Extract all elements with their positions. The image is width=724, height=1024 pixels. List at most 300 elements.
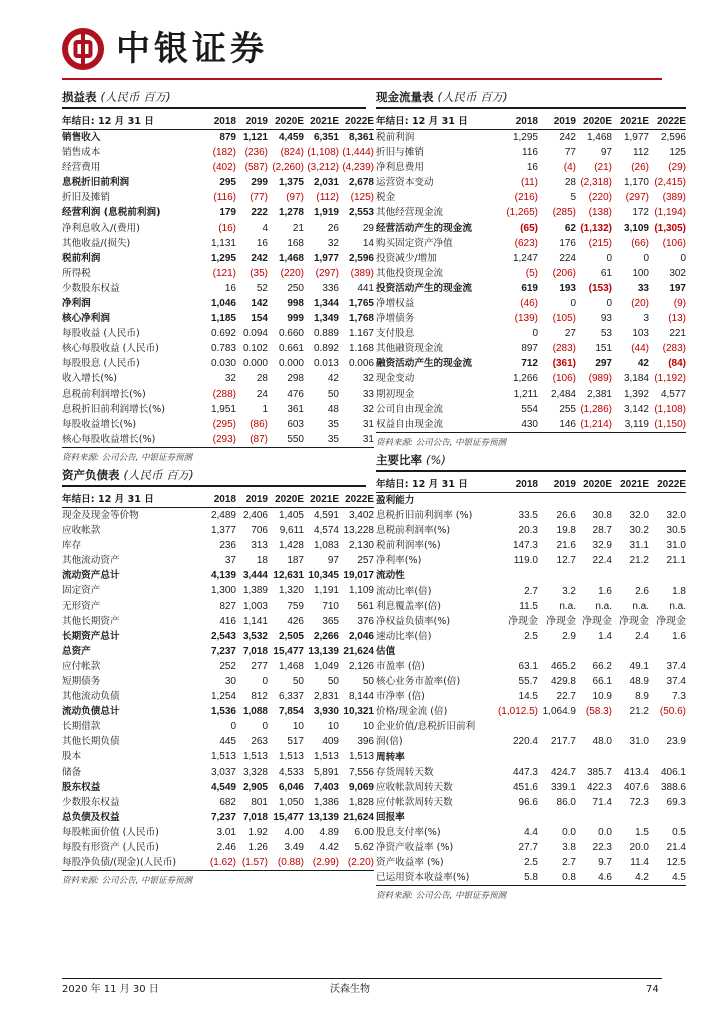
row-value: (182): [212, 147, 236, 159]
row-value: (2.20): [339, 855, 374, 871]
row-value: 4,577: [660, 388, 686, 400]
row-value: 1,141: [242, 615, 268, 627]
table-row: [62, 145, 374, 160]
row-value: 250: [287, 282, 304, 294]
header-year: 2021E: [304, 114, 339, 130]
row-value: 4.4: [524, 827, 538, 839]
row-value: 4.00: [284, 826, 304, 838]
table-row: [62, 281, 374, 296]
row-value: 19.8: [556, 525, 576, 537]
table-row: [376, 508, 686, 523]
row-value: [576, 750, 612, 765]
row-value: (623): [514, 237, 538, 249]
row-value: (989): [588, 373, 612, 385]
row-value: 21.6: [556, 540, 576, 552]
table-row: [62, 130, 374, 146]
table-row: [62, 311, 374, 326]
row-label: 核心每股收益增长(%): [62, 432, 196, 448]
row-value: 168: [287, 237, 304, 249]
row-label: 其他长期负债: [62, 736, 120, 748]
row-value: 263: [251, 736, 268, 748]
table-row: [376, 281, 686, 296]
row-value: 3,532: [242, 630, 268, 642]
row-value: 10,321: [343, 706, 374, 718]
row-value: 0: [262, 675, 268, 687]
header-year: 2021E: [612, 477, 649, 493]
table-row: [376, 493, 686, 509]
row-value: 66.1: [592, 676, 612, 688]
row-value: 1,109: [348, 585, 374, 597]
row-value: 407.6: [623, 781, 649, 793]
header-rule: [62, 78, 662, 80]
row-value: 28.7: [592, 525, 612, 537]
table-row: [376, 266, 686, 281]
row-value: 1,049: [313, 660, 339, 672]
row-value: [576, 493, 612, 509]
row-value: 1,468: [278, 660, 304, 672]
row-value: 1,768: [348, 313, 374, 325]
row-value: (283): [552, 343, 576, 355]
row-value: [538, 568, 576, 583]
row-value: (220): [280, 267, 304, 279]
data-table: [62, 114, 374, 448]
row-value: 1,428: [278, 540, 304, 552]
header-year: 2019: [538, 477, 576, 493]
row-value: (58.3): [585, 706, 612, 718]
row-value: (293): [196, 432, 236, 448]
row-value: 净现金: [619, 615, 649, 627]
table-row: [376, 553, 686, 568]
row-value: 4,574: [313, 525, 339, 537]
row-value: 3,109: [623, 222, 649, 234]
row-value: 603: [287, 418, 304, 430]
row-value: 4,459: [278, 132, 304, 143]
row-value: 193: [559, 282, 576, 294]
row-label: 每股收益增长(%): [62, 418, 137, 430]
row-label: 净利润: [62, 297, 91, 309]
header-year: 2022E: [339, 492, 374, 508]
row-value: (9): [673, 297, 686, 309]
row-value: [612, 750, 649, 765]
table-unit: (%): [426, 453, 446, 467]
row-value: 396: [357, 736, 374, 748]
row-value: 10.9: [592, 691, 612, 703]
row-value: 20.0: [629, 842, 649, 854]
row-value: 172: [632, 207, 649, 219]
cash-flow-table: [376, 88, 686, 449]
row-value: 2.7: [524, 585, 538, 597]
row-value: (106): [662, 237, 686, 249]
row-value: (297): [625, 192, 649, 204]
row-label: 流动性: [376, 570, 405, 582]
table-row: [376, 371, 686, 386]
row-value: 4.5: [649, 870, 686, 886]
row-value: 13,228: [343, 525, 374, 537]
row-value: 0: [532, 328, 538, 340]
row-value: (1,012.5): [497, 706, 538, 718]
row-label: 库存: [62, 540, 82, 552]
row-label: 期初现金: [376, 388, 415, 400]
row-value: 4.2: [612, 870, 649, 886]
row-value: 30.2: [629, 525, 649, 537]
row-value: 48.0: [592, 736, 612, 748]
row-value: 0.000: [278, 358, 304, 370]
row-label: 经营费用: [62, 162, 101, 174]
row-value: 14: [362, 237, 374, 249]
row-value: 0: [606, 252, 612, 264]
table-row: [376, 765, 686, 780]
row-value: [494, 493, 538, 509]
row-value: 22.4: [592, 555, 612, 567]
row-value: 23.9: [666, 736, 686, 748]
row-label: 每股收益 (人民币): [62, 328, 140, 340]
row-value: [576, 568, 612, 583]
row-value: [649, 810, 686, 825]
row-value: 22.3: [592, 842, 612, 854]
row-value: 217.7: [550, 736, 576, 748]
row-value: (16): [218, 222, 236, 234]
row-label: 长期借款: [62, 721, 101, 733]
row-value: 1,185: [210, 313, 236, 325]
row-value: 7.3: [672, 691, 686, 703]
table-row: [62, 674, 374, 689]
header-year: 2021E: [304, 492, 339, 508]
row-value: 6,337: [278, 691, 304, 703]
row-value: 3,930: [313, 706, 339, 718]
table-row: [376, 341, 686, 356]
row-value: 7,403: [313, 781, 339, 793]
row-label: 短期债务: [62, 675, 101, 687]
row-value: 0.094: [242, 328, 268, 340]
row-value: 3,402: [348, 510, 374, 521]
row-value: 32.0: [629, 510, 649, 522]
row-value: (1,286): [580, 403, 612, 415]
row-value: 9,069: [348, 781, 374, 793]
row-value: 187: [287, 555, 304, 567]
row-label: 资产收益率 (%): [376, 857, 444, 869]
table-row: [376, 674, 686, 689]
row-value: 12.5: [666, 857, 686, 869]
row-value: 31: [339, 432, 374, 448]
table-row: [376, 840, 686, 855]
row-value: (295): [212, 418, 236, 430]
table-row: [376, 251, 686, 266]
row-value: (105): [552, 313, 576, 325]
row-value: 197: [669, 282, 686, 294]
row-value: 33: [362, 388, 374, 400]
row-value: 242: [559, 132, 576, 143]
row-value: 221: [669, 328, 686, 340]
row-value: 97: [327, 555, 339, 567]
row-value: 103: [632, 328, 649, 340]
row-value: 2,484: [550, 388, 576, 400]
table-row: [376, 538, 686, 553]
row-value: 0: [643, 252, 649, 264]
table-row: [376, 356, 686, 371]
header-row: [376, 114, 686, 130]
table-row: [62, 432, 374, 448]
row-value: (1,194): [654, 207, 686, 219]
row-label: 净利息收入/(费用): [62, 222, 140, 234]
table-row: [62, 553, 374, 568]
row-value: [649, 719, 686, 734]
row-value: 52: [256, 282, 268, 294]
row-value: 15,477: [273, 811, 304, 823]
table-row: [376, 190, 686, 205]
row-label: 权益自由现金流: [376, 417, 494, 433]
table-row: [376, 296, 686, 311]
row-value: (2,260): [272, 162, 304, 174]
row-value: 255: [559, 403, 576, 415]
row-value: 4,591: [313, 510, 339, 521]
header-year-end: 年结日: 12 月 31 日: [376, 477, 494, 493]
row-label: 每股股息 (人民币): [62, 358, 140, 370]
row-value: 413.4: [623, 766, 649, 778]
row-label: 息税折旧前利润增长(%): [62, 403, 165, 415]
footer-rule: [62, 978, 662, 979]
row-value: 2.5: [524, 630, 538, 642]
row-value: 125: [669, 147, 686, 159]
row-label: 估值: [376, 645, 396, 657]
row-value: 8,144: [348, 691, 374, 703]
row-value: 336: [322, 282, 339, 294]
row-value: 3.49: [284, 842, 304, 854]
row-value: 50: [327, 388, 339, 400]
row-value: (5): [525, 267, 538, 279]
header-year: 2020E: [576, 477, 612, 493]
row-label: 核心每股收益 (人民币): [62, 343, 159, 355]
row-value: 2.6: [635, 585, 649, 597]
row-value: 3.2: [562, 585, 576, 597]
row-value: 6,351: [313, 132, 339, 143]
row-value: 147.3: [512, 540, 538, 552]
row-value: 1,003: [242, 600, 268, 612]
row-value: (1.62): [196, 855, 236, 871]
row-value: 142: [251, 297, 268, 309]
row-value: 3.8: [562, 842, 576, 854]
row-value: [649, 493, 686, 509]
title-rule: [62, 485, 366, 487]
table-row: [62, 160, 374, 175]
row-label: 少数股东权益: [62, 796, 120, 808]
table-unit: (人民币 百万): [123, 468, 194, 482]
row-value: 3,119: [612, 417, 649, 433]
row-value: 2,489: [210, 510, 236, 521]
table-row: [376, 160, 686, 175]
title-rule: [376, 470, 686, 472]
data-table: [376, 114, 686, 433]
table-row: [62, 810, 374, 825]
row-value: 0: [262, 721, 268, 733]
table-source-note: 资料来源: 公司公告, 中银证券预测: [376, 891, 506, 902]
row-value: 2,266: [313, 630, 339, 642]
table-row: [62, 236, 374, 251]
row-value: (44): [631, 343, 649, 355]
row-value: [538, 810, 576, 825]
row-value: 3,184: [623, 373, 649, 385]
table-row: [376, 402, 686, 417]
row-value: (20): [631, 297, 649, 309]
row-value: (121): [212, 267, 236, 279]
row-value: (35): [250, 267, 268, 279]
row-value: 0.783: [210, 343, 236, 355]
row-value: 710: [322, 600, 339, 612]
row-value: [494, 750, 538, 765]
table-row: [62, 523, 374, 538]
table-title: [62, 466, 366, 484]
row-value: [494, 810, 538, 825]
row-value: 299: [251, 177, 268, 189]
row-label: 无形资产: [62, 600, 101, 612]
row-value: 409: [322, 736, 339, 748]
row-value: 1,295: [512, 132, 538, 143]
row-value: 4.6: [576, 870, 612, 886]
row-value: 5.8: [494, 870, 538, 886]
row-value: 146: [538, 417, 576, 433]
row-label: 其他长期资产: [62, 615, 120, 627]
row-value: (3,212): [307, 162, 339, 174]
row-value: 1,389: [242, 585, 268, 597]
table-row: [376, 689, 686, 704]
row-value: 10,345: [308, 570, 339, 582]
header-year: 2019: [236, 114, 268, 130]
row-label: 其他投资现金流: [376, 267, 444, 279]
row-value: 1,300: [210, 585, 236, 597]
row-value: 32: [327, 237, 339, 249]
row-value: 净现金: [508, 615, 538, 627]
row-value: 55.7: [518, 676, 538, 688]
table-row: [62, 644, 374, 659]
row-value: 682: [219, 796, 236, 808]
row-label: 运营资本变动: [376, 177, 434, 189]
row-label: 净利息费用: [376, 162, 424, 174]
row-value: 517: [287, 736, 304, 748]
table-row: [376, 614, 686, 629]
row-label: 市盈率 (倍): [376, 660, 425, 672]
row-label: 息税折旧前利润率 (%): [376, 510, 473, 522]
row-value: 21.2: [629, 555, 649, 567]
row-value: 16: [526, 162, 538, 174]
row-value: 12.7: [556, 555, 576, 567]
row-value: 1: [262, 403, 268, 415]
row-value: 33.5: [518, 510, 538, 522]
row-value: (1,108): [307, 147, 339, 159]
table-source-note: 资料来源: 公司公告, 中银证券预测: [62, 876, 192, 887]
row-value: 16: [224, 282, 236, 294]
header-year: 2018: [494, 114, 538, 130]
row-value: (50.6): [659, 706, 686, 718]
row-value: 21.1: [666, 555, 686, 567]
key-ratios-table: [376, 451, 686, 902]
row-value: 0.030: [210, 358, 236, 370]
row-value: 1,247: [512, 252, 538, 264]
row-value: 112: [633, 147, 649, 159]
row-value: 385.7: [586, 766, 612, 778]
row-value: 1,919: [313, 207, 339, 219]
row-value: (1,108): [654, 403, 686, 415]
table-row: [62, 356, 374, 371]
row-value: 5: [570, 192, 576, 204]
row-value: 0.8: [538, 870, 576, 886]
row-value: 0.006: [348, 358, 374, 370]
table-row: [62, 765, 374, 780]
footer-page-number: 74: [646, 984, 659, 995]
row-value: 100: [632, 267, 649, 279]
row-value: (285): [552, 207, 576, 219]
row-value: 1,191: [313, 585, 339, 597]
row-value: 10: [362, 721, 374, 733]
row-value: 6,046: [278, 781, 304, 793]
row-value: 1,405: [278, 510, 304, 521]
row-value: 224: [559, 252, 576, 264]
row-value: 97: [600, 147, 612, 159]
header-row: [62, 492, 374, 508]
row-value: 71.4: [592, 796, 612, 808]
row-value: 7,018: [242, 645, 268, 657]
row-value: 1,295: [210, 252, 236, 264]
row-value: 30.8: [592, 510, 612, 522]
row-label: 每股帐面价值 (人民币): [62, 826, 159, 838]
row-label: 折旧及摊销: [62, 192, 110, 204]
row-value: 50: [327, 675, 339, 687]
row-value: 1,977: [313, 252, 339, 264]
row-value: 257: [357, 555, 374, 567]
row-value: [649, 750, 686, 765]
row-value: (389): [350, 267, 374, 279]
row-value: (139): [514, 313, 538, 325]
row-value: 20.3: [518, 525, 538, 537]
table-row: [376, 734, 686, 749]
row-value: (389): [662, 192, 686, 204]
row-value: 0.000: [242, 358, 268, 370]
row-value: 999: [287, 313, 304, 325]
row-value: 295: [219, 177, 236, 189]
row-label: 盈利能力: [376, 495, 415, 506]
row-label: 息税前利润增长(%): [62, 388, 146, 400]
row-value: 33: [637, 282, 649, 294]
header-row: [62, 114, 374, 130]
row-value: 0.0: [562, 827, 576, 839]
row-value: (283): [662, 343, 686, 355]
table-row: [62, 704, 374, 719]
row-value: 27: [564, 328, 576, 340]
row-value: 3: [643, 313, 649, 325]
table-row: [62, 629, 374, 644]
row-value: 1,513: [242, 751, 268, 763]
table-row: [62, 614, 374, 629]
row-label: 其他流动负债: [62, 691, 120, 703]
table-row: [376, 130, 686, 146]
row-value: 32: [362, 403, 374, 415]
row-value: 49.1: [629, 660, 649, 672]
row-value: 1,977: [623, 132, 649, 143]
table-row: [62, 371, 374, 386]
row-value: 19,017: [343, 570, 374, 582]
row-value: (288): [212, 388, 236, 400]
table-row: [62, 220, 374, 235]
row-value: 11.4: [630, 857, 649, 869]
table-title-text: 主要比率: [376, 453, 422, 467]
table-title-text: 损益表: [62, 90, 97, 104]
row-value: 21.4: [666, 842, 686, 854]
row-label: 税前利润: [62, 252, 101, 264]
row-value: 376: [357, 615, 374, 627]
row-value: 1.6: [598, 585, 612, 597]
row-value: (2,415): [654, 177, 686, 189]
row-value: 1.5: [635, 827, 649, 839]
row-value: 22.7: [556, 691, 576, 703]
row-value: (297): [315, 267, 339, 279]
